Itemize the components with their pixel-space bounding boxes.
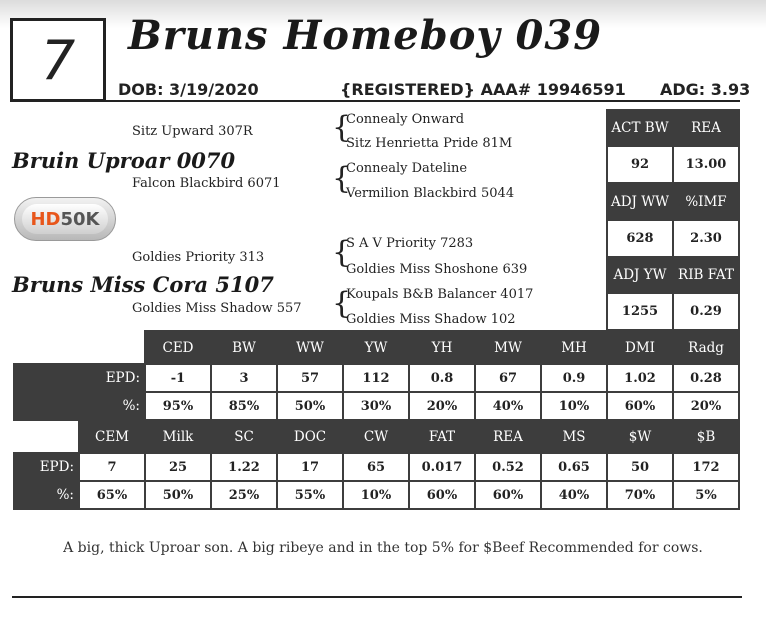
percentile-value-cell: 10% bbox=[542, 393, 606, 419]
percentile-value-cell: 10% bbox=[344, 482, 408, 508]
rea-label: REA bbox=[674, 111, 738, 145]
epd-value-cell: 112 bbox=[344, 365, 408, 391]
epd-header-cell: Milk bbox=[146, 421, 210, 452]
epd-header-cell: CED bbox=[146, 332, 210, 363]
epd-value-cell: 17 bbox=[278, 454, 342, 480]
epd-value-cell: 1.02 bbox=[608, 365, 672, 391]
sire-dam-sire: Connealy Dateline bbox=[346, 161, 468, 176]
adj-yw-value: 1255 bbox=[608, 294, 672, 329]
brace-icon: { bbox=[332, 161, 352, 196]
act-bw-value: 92 bbox=[608, 147, 672, 182]
epd-value-cell: 65 bbox=[344, 454, 408, 480]
epd-value-cell: 0.8 bbox=[410, 365, 474, 391]
dob: DOB: 3/19/2020 bbox=[118, 80, 259, 99]
epd-header-cell: REA bbox=[476, 421, 540, 452]
rib-fat-label: RIB FAT bbox=[674, 258, 738, 292]
lot-number-box bbox=[10, 18, 106, 102]
epd-value-cell: 67 bbox=[476, 365, 540, 391]
epd-row-label: EPD: bbox=[13, 365, 144, 391]
dam-dam: Goldies Miss Shadow 557 bbox=[132, 301, 302, 316]
percentile-value-cell: 50% bbox=[146, 482, 210, 508]
epd-header-cell: FAT bbox=[410, 421, 474, 452]
dam-sire-sire: S A V Priority 7283 bbox=[346, 236, 474, 251]
percentile-row-label: %: bbox=[13, 482, 78, 508]
sire-dam-dam: Vermilion Blackbird 5044 bbox=[346, 186, 515, 201]
brace-icon: { bbox=[332, 286, 352, 321]
comment-text: A big, thick Uproar son. A big ribeye and in the top 5% for $Beef Recommended for cows. bbox=[63, 540, 703, 556]
hd50k-logo: HD 50K bbox=[14, 197, 116, 241]
imf-value: 2.30 bbox=[674, 221, 738, 256]
adg: ADG: 3.93 bbox=[660, 80, 751, 99]
dam-dam-dam: Goldies Miss Shadow 102 bbox=[346, 312, 516, 327]
epd-value-cell: 25 bbox=[146, 454, 210, 480]
epd-row-label: EPD: bbox=[13, 454, 78, 480]
epd-header-cell: CW bbox=[344, 421, 408, 452]
epd-header-cell: $B bbox=[674, 421, 738, 452]
adj-yw-label: ADJ YW bbox=[608, 258, 672, 292]
epd-header-cell: YW bbox=[344, 332, 408, 363]
epd-header-cell: WW bbox=[278, 332, 342, 363]
sire-name: Bruin Uproar 0070 bbox=[12, 148, 236, 173]
epd-value-cell: -1 bbox=[146, 365, 210, 391]
percentile-row-label: %: bbox=[13, 393, 144, 419]
sire-dam: Falcon Blackbird 6071 bbox=[132, 176, 281, 191]
epd-value-cell: 7 bbox=[80, 454, 144, 480]
epd-value-cell: 3 bbox=[212, 365, 276, 391]
info-underline bbox=[106, 100, 740, 102]
adj-ww-label: ADJ WW bbox=[608, 184, 672, 219]
epd-value-cell: 0.9 bbox=[542, 365, 606, 391]
percentile-value-cell: 5% bbox=[674, 482, 738, 508]
percentile-value-cell: 55% bbox=[278, 482, 342, 508]
epd-value-cell: 0.52 bbox=[476, 454, 540, 480]
percentile-value-cell: 60% bbox=[410, 482, 474, 508]
epd-value-cell: 0.017 bbox=[410, 454, 474, 480]
epd-header-cell: MH bbox=[542, 332, 606, 363]
percentile-value-cell: 70% bbox=[608, 482, 672, 508]
bottom-divider bbox=[12, 596, 742, 598]
epd-header-cell: BW bbox=[212, 332, 276, 363]
percentile-value-cell: 65% bbox=[80, 482, 144, 508]
epd-header-cell: $W bbox=[608, 421, 672, 452]
dam-sire: Goldies Priority 313 bbox=[132, 250, 265, 265]
epd-header-cell: DOC bbox=[278, 421, 342, 452]
percentile-value-cell: 85% bbox=[212, 393, 276, 419]
percentile-value-cell: 95% bbox=[146, 393, 210, 419]
epd-header-cell: SC bbox=[212, 421, 276, 452]
percentile-value-cell: 25% bbox=[212, 482, 276, 508]
epd-value-cell: 57 bbox=[278, 365, 342, 391]
percentile-value-cell: 60% bbox=[476, 482, 540, 508]
percentile-value-cell: 40% bbox=[542, 482, 606, 508]
imf-label: %IMF bbox=[674, 184, 738, 219]
dam-name: Bruns Miss Cora 5107 bbox=[12, 272, 274, 297]
percentile-value-cell: 30% bbox=[344, 393, 408, 419]
epd-header-cell: YH bbox=[410, 332, 474, 363]
epd-header-cell: DMI bbox=[608, 332, 672, 363]
act-bw-label: ACT BW bbox=[608, 111, 672, 145]
dam-sire-dam: Goldies Miss Shoshone 639 bbox=[346, 262, 528, 277]
percentile-value-cell: 20% bbox=[674, 393, 738, 419]
epd-header-cell: CEM bbox=[80, 421, 144, 452]
epd-value-cell: 0.28 bbox=[674, 365, 738, 391]
epd-value-cell: 50 bbox=[608, 454, 672, 480]
epd-value-cell: 0.65 bbox=[542, 454, 606, 480]
percentile-value-cell: 20% bbox=[410, 393, 474, 419]
epd-header-cell: MW bbox=[476, 332, 540, 363]
adj-ww-value: 628 bbox=[608, 221, 672, 256]
percentile-value-cell: 60% bbox=[608, 393, 672, 419]
epd-header-cell: MS bbox=[542, 421, 606, 452]
rea-value: 13.00 bbox=[674, 147, 738, 182]
epd-value-cell: 172 bbox=[674, 454, 738, 480]
lot-number: 7 bbox=[40, 28, 76, 92]
epd-value-cell: 1.22 bbox=[212, 454, 276, 480]
dam-dam-sire: Koupals B&B Balancer 4017 bbox=[346, 287, 534, 302]
registration-number: {REGISTERED} AAA# 19946591 bbox=[340, 80, 626, 99]
brace-icon: { bbox=[332, 235, 352, 270]
brace-icon: { bbox=[332, 110, 352, 145]
sire-sire-sire: Connealy Onward bbox=[346, 112, 465, 127]
epd-header-cell: Radg bbox=[674, 332, 738, 363]
sire-sire: Sitz Upward 307R bbox=[132, 124, 253, 139]
animal-name: Bruns Homeboy 039 bbox=[128, 12, 603, 59]
rib-fat-value: 0.29 bbox=[674, 294, 738, 329]
percentile-value-cell: 50% bbox=[278, 393, 342, 419]
sire-sire-dam: Sitz Henrietta Pride 81M bbox=[346, 136, 513, 151]
percentile-value-cell: 40% bbox=[476, 393, 540, 419]
